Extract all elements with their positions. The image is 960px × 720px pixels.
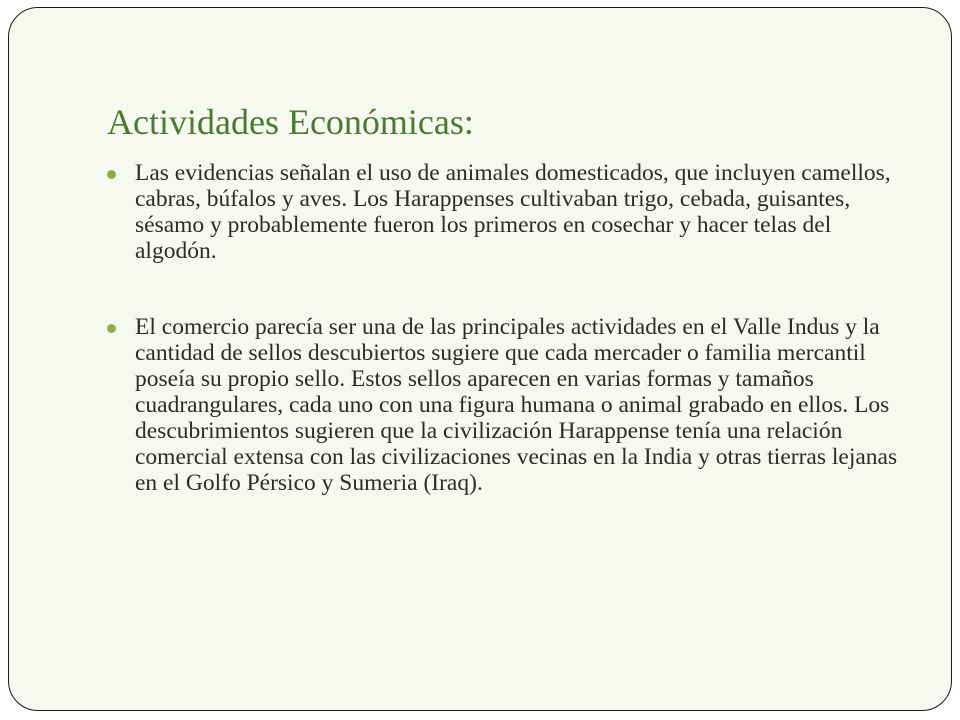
bullet-item-commerce bbox=[107, 314, 907, 496]
bullet-list bbox=[107, 160, 907, 496]
bullet-dot-icon bbox=[107, 170, 116, 179]
slide-frame bbox=[8, 7, 952, 711]
bullet-dot-icon bbox=[107, 324, 116, 333]
slide-title: Actividades Económicas: bbox=[107, 102, 474, 142]
bullet-item-animals-crops bbox=[107, 160, 907, 264]
bullet-text: El comercio parecía ser una de las principales actividades en el Valle Indus y la cantidad de sellos descubiertos sugiere que cada mercader o familia mercantil poseía su propio sello. Estos sellos aparecen en varias formas y tamaños cuadrangulares, cada uno con una figura humana o animal grabado en ellos. Los descubrimientos sugieren que la civilización Harappense tenía una relación comercial extensa con las civilizaciones vecinas en la India y otras tierras lejanas en el Golfo Pérsico y Sumeria (Iraq). bbox=[135, 314, 898, 496]
bullet-text: Las evidencias señalan el uso de animales domesticados, que incluyen camellos, cabras, búfalos y aves. Los Harappenses cultivaban trigo, cebada, guisantes, sésamo y probablemente fueron los primeros en cosechar y hacer telas del algodón. bbox=[135, 160, 891, 264]
